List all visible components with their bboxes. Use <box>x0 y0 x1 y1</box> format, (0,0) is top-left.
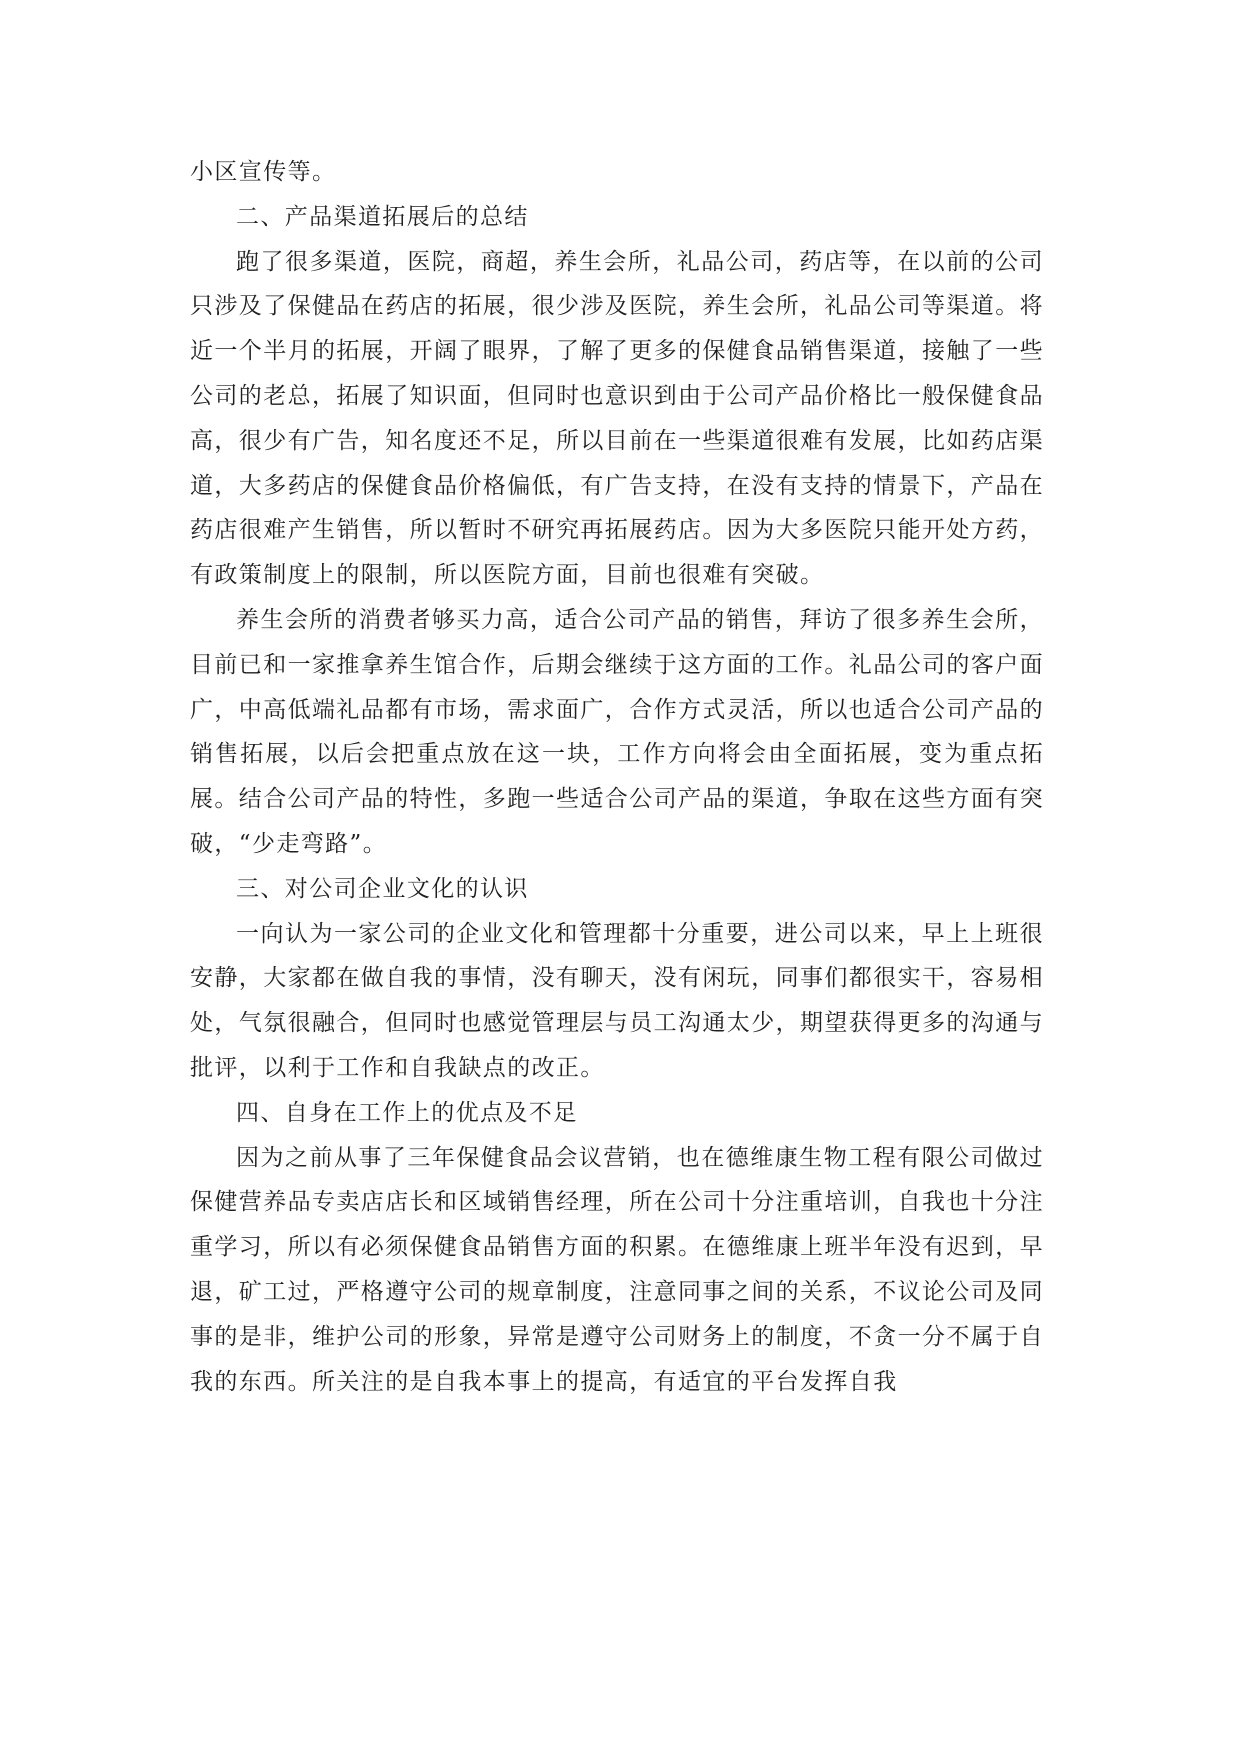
paragraph-culture: 一向认为一家公司的企业文化和管理都十分重要，进公司以来，早上上班很安静，大家都在做自我的事情，没有聊天，没有闲玩，同事们都很实干，容易相处，气氛很融合，但同时也感觉管理层与员工沟通太少，期望获得更多的沟通与批评，以利于工作和自我缺点的改正。 <box>190 920 1044 1081</box>
document-body <box>190 150 1044 1404</box>
paragraph-strengths: 因为之前从事了三年保健食品会议营销，也在德维康生物工程有限公司做过保健营养品专卖店店长和区域销售经理，所在公司十分注重培训，自我也十分注重学习，所以有必须保健食品销售方面的积累。在德维康上班半年没有迟到，早退，矿工过，严格遵守公司的规章制度，注意同事之间的关系，不议论公司及同事的是非，维护公司的形象，异常是遵守公司财务上的制度，不贪一分不属于自我的东西。所关注的是自我本事上的提高，有适宜的平台发挥自我 <box>190 1144 1044 1395</box>
section-heading-4: 四、自身在工作上的优点及不足 <box>236 1099 578 1126</box>
section-heading-2: 二、产品渠道拓展后的总结 <box>236 203 529 230</box>
paragraph-clubs-gifts: 养生会所的消费者够买力高，适合公司产品的销售，拜访了很多养生会所，目前已和一家推拿养生馆合作，后期会继续于这方面的工作。礼品公司的客户面广，中高低端礼品都有市场，需求面广，合作方式灵活，所以也适合公司产品的销售拓展，以后会把重点放在这一块，工作方向将会由全面拓展，变为重点拓展。结合公司产品的特性，多跑一些适合公司产品的渠道，争取在这些方面有突破，“少走弯路”。 <box>190 606 1044 857</box>
paragraph-channels: 跑了很多渠道，医院，商超，养生会所，礼品公司，药店等，在以前的公司只涉及了保健品在药店的拓展，很少涉及医院，养生会所，礼品公司等渠道。将近一个半月的拓展，开阔了眼界，了解了更多的保健食品销售渠道，接触了一些公司的老总，拓展了知识面，但同时也意识到由于公司产品价格比一般保健食品高，很少有广告，知名度还不足，所以目前在一些渠道很难有发展，比如药店渠道，大多药店的保健食品价格偏低，有广告支持，在没有支持的情景下，产品在药店很难产生销售，所以暂时不研究再拓展药店。因为大多医院只能开处方药，有政策制度上的限制，所以医院方面，目前也很难有突破。 <box>190 248 1044 589</box>
paragraph-continued: 小区宣传等。 <box>190 159 337 185</box>
section-heading-3: 三、对公司企业文化的认识 <box>236 875 529 902</box>
